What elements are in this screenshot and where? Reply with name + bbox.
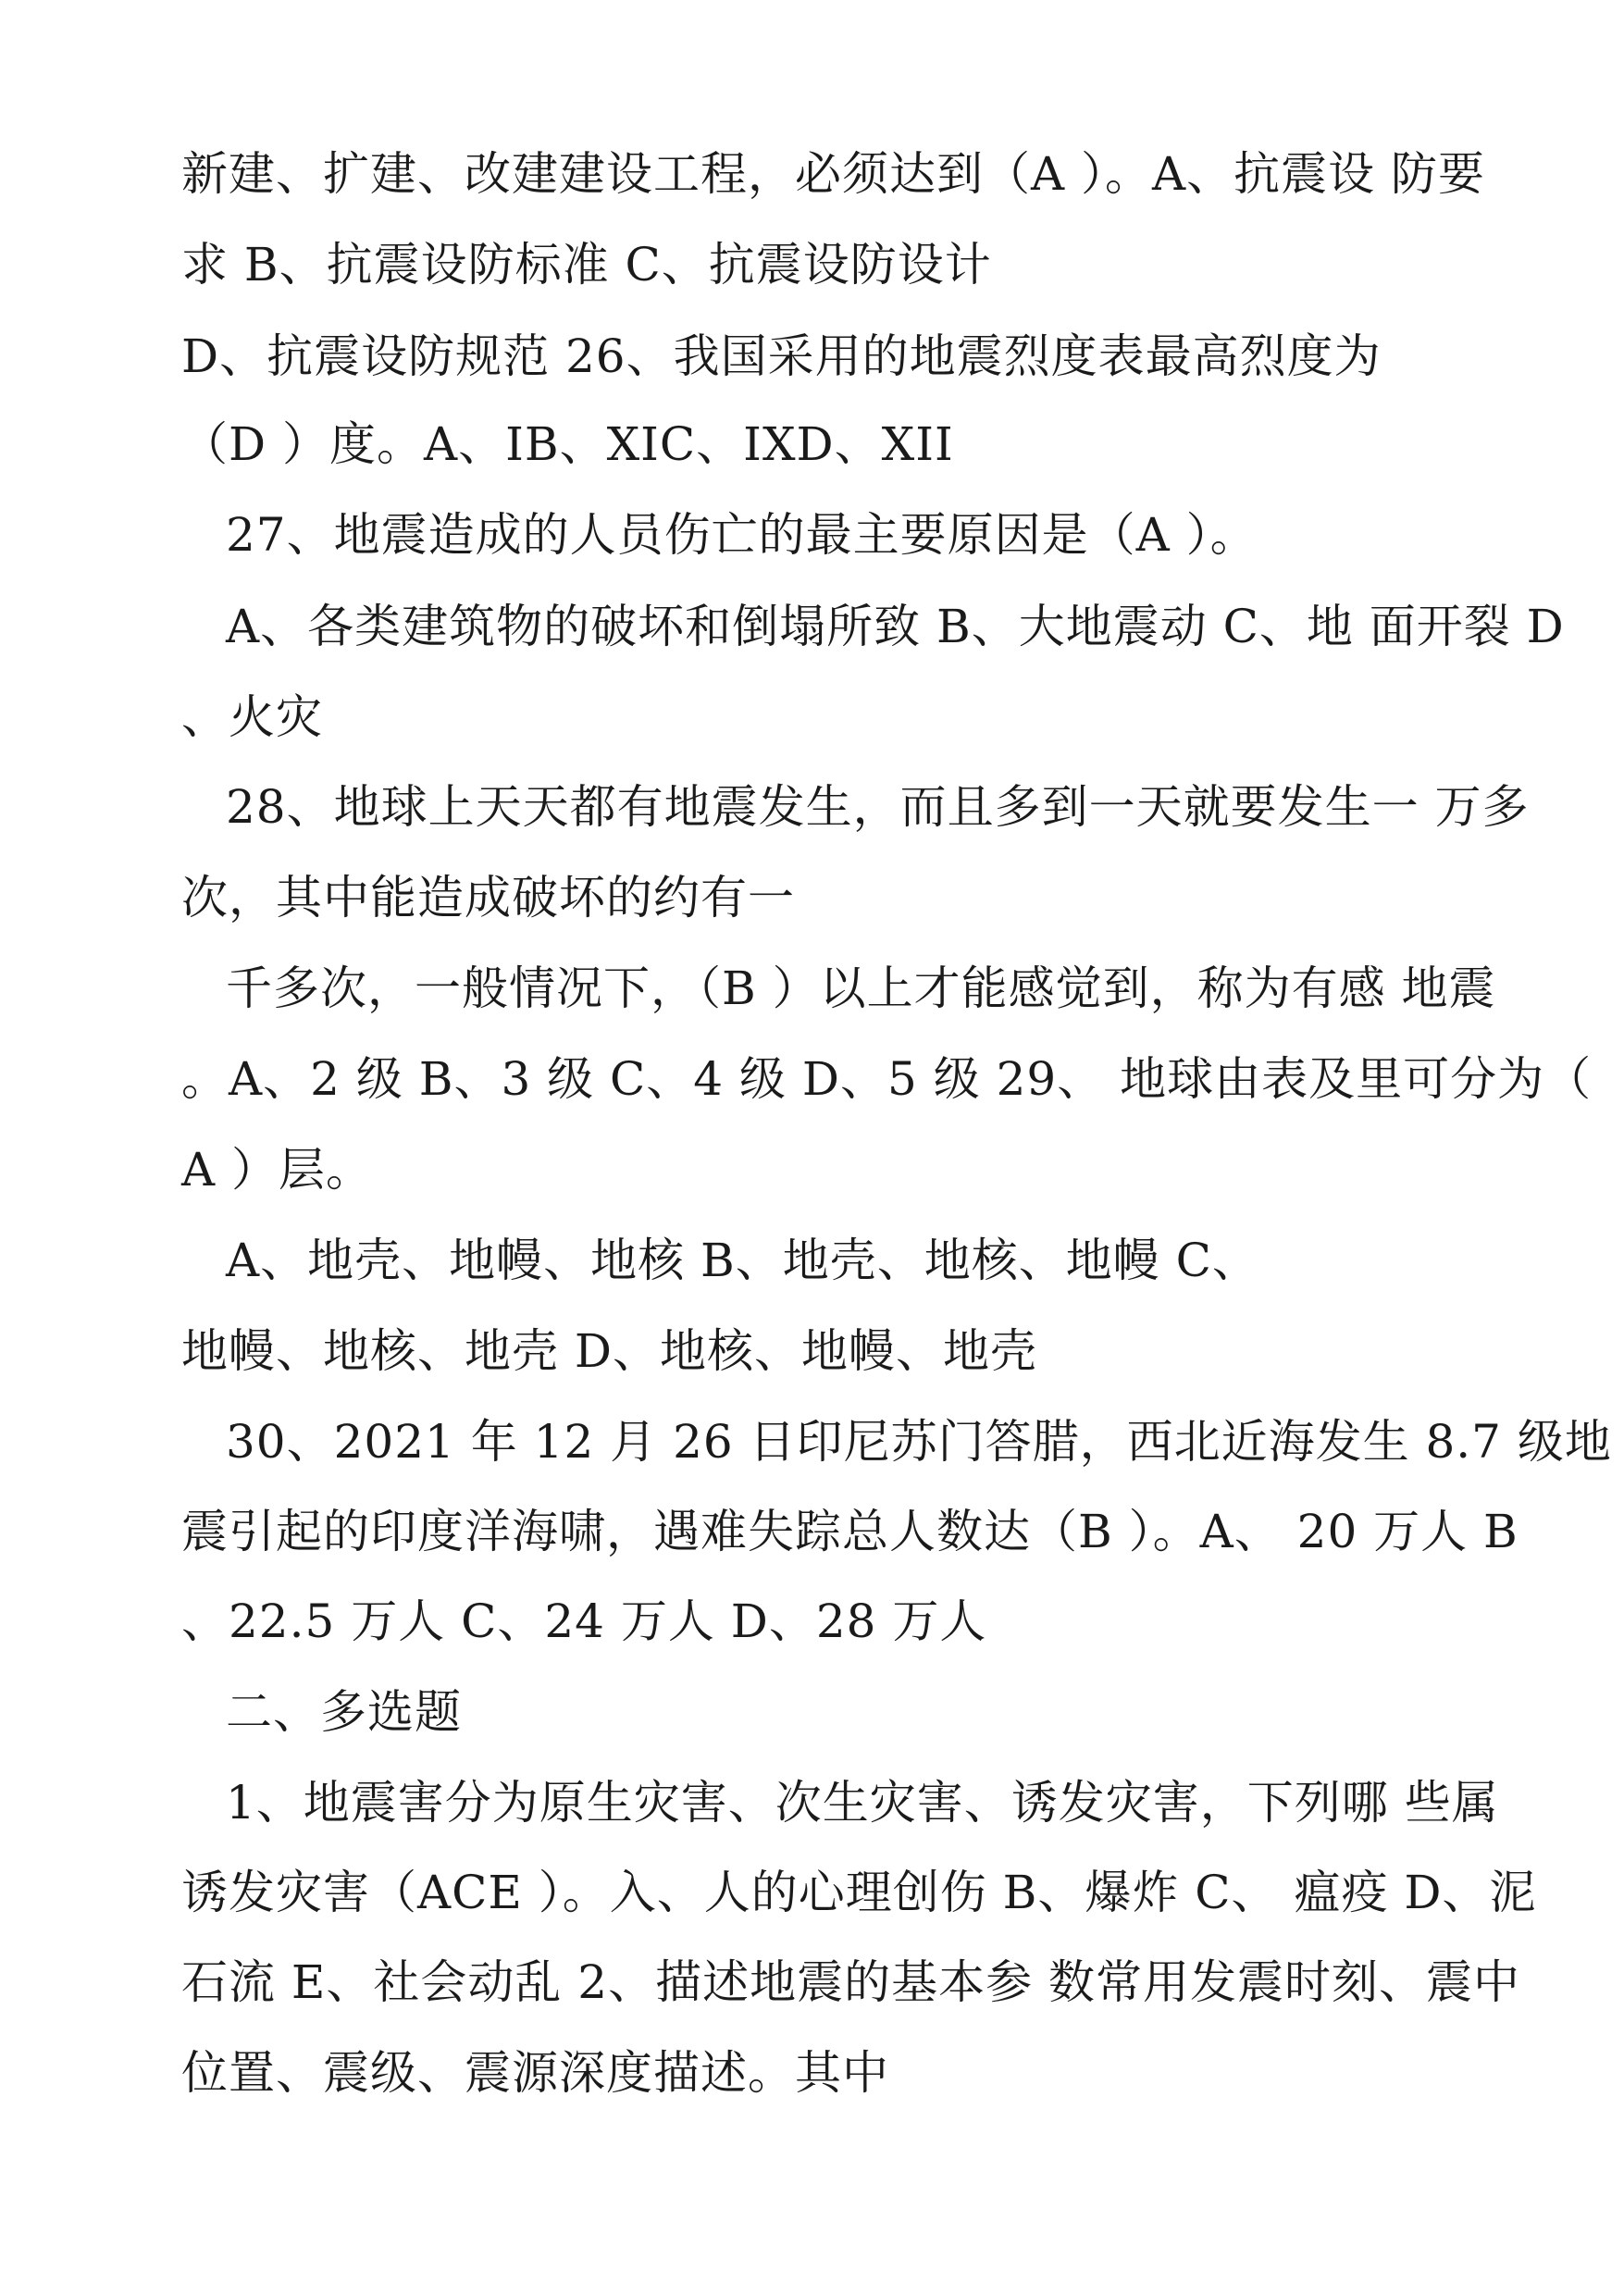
text-line: A、各类建筑物的破坏和倒塌所致 B、大地震动 C、地 面开裂 D bbox=[226, 600, 1565, 653]
text-line: 27、地震造成的人员伤亡的最主要原因是（A ）。 bbox=[226, 508, 1258, 562]
text-line: 28、地球上天天都有地震发生，而且多到一天就要发生一 万多 bbox=[226, 780, 1530, 834]
text-line: A、地壳、地幔、地核 B、地壳、地核、地幔 C、 bbox=[226, 1234, 1259, 1287]
text-line: 新建、扩建、改建建设工程，必须达到（A ）。A、抗震设 防要 bbox=[181, 147, 1486, 201]
text-line: 位置、震级、震源深度描述。其中 bbox=[181, 2046, 889, 2100]
text-line: （D ）度。A、IB、XIC、IXD、XII bbox=[181, 417, 954, 471]
text-line: 震引起的印度洋海啸，遇难失踪总人数达（B ）。A、 20 万人 B bbox=[181, 1505, 1519, 1558]
text-line: 1、地震害分为原生灾害、次生灾害、诱发灾害，下列哪 些属 bbox=[226, 1776, 1499, 1830]
text-line: 次，其中能造成破坏的约有一 bbox=[181, 871, 795, 924]
text-line: 求 B、抗震设防标准 C、抗震设防设计 bbox=[181, 238, 992, 292]
text-line: 千多次，一般情况下，（B ）以上才能感觉到，称为有感 地震 bbox=[226, 961, 1496, 1015]
text-line: 30、2021 年 12 月 26 日印尼苏门答腊，西北近海发生 8.7 级地 bbox=[226, 1415, 1612, 1469]
text-line: 诱发灾害（ACE ）。入、人的心理创伤 B、爆炸 C、 瘟疫 D、泥 bbox=[181, 1866, 1537, 1919]
text-line: D、抗震设防规范 26、我国采用的地震烈度表最高烈度为 bbox=[181, 329, 1382, 383]
text-line: 、22.5 万人 C、24 万人 D、28 万人 bbox=[181, 1594, 987, 1648]
text-line: 地幔、地核、地壳 D、地核、地幔、地壳 bbox=[181, 1324, 1037, 1378]
section-heading: 二、多选题 bbox=[226, 1685, 462, 1739]
text-line: 。A、2 级 B、3 级 C、4 级 D、5 级 29、 地球由表及里可分为（ bbox=[181, 1052, 1593, 1106]
text-line: 、火灾 bbox=[181, 690, 323, 744]
text-line: A ）层。 bbox=[181, 1143, 374, 1197]
text-line: 石流 E、社会动乱 2、描述地震的基本参 数常用发震时刻、震中 bbox=[181, 1955, 1520, 2009]
